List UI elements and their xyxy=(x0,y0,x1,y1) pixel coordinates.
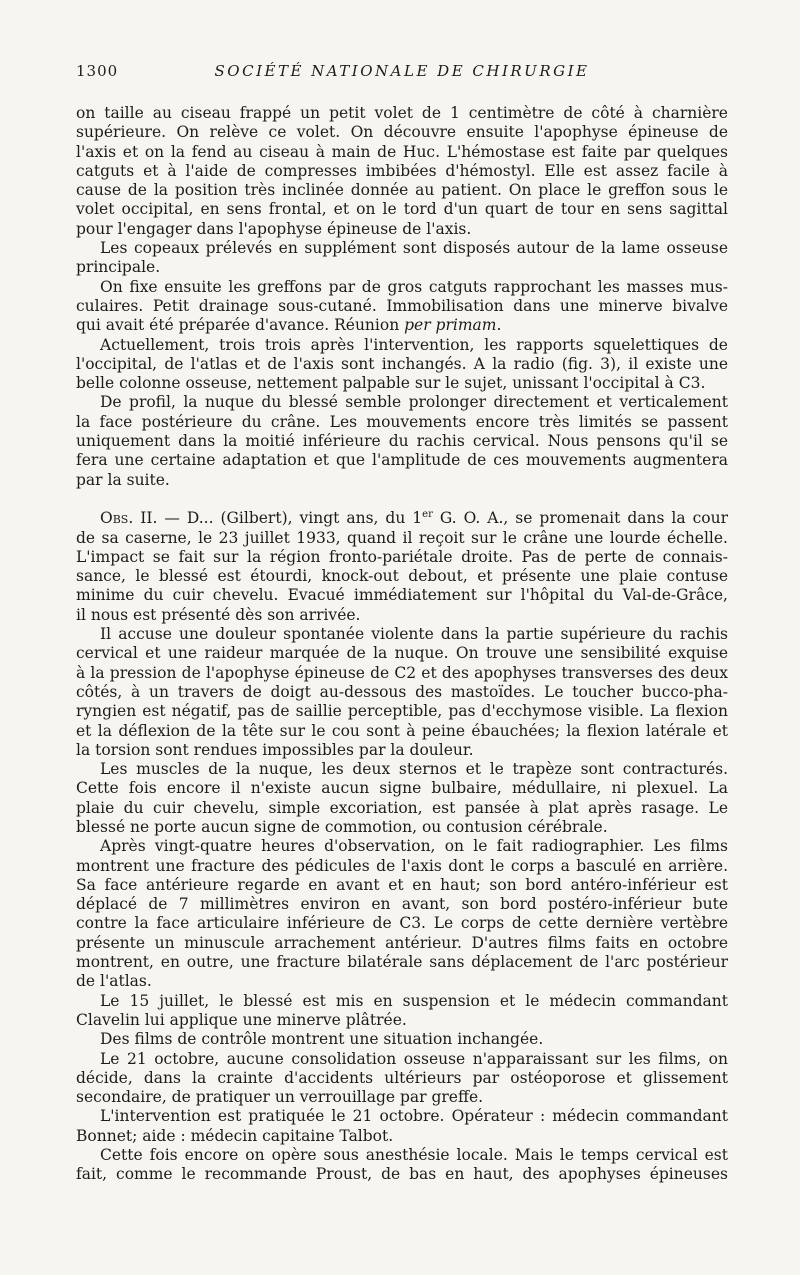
text-line: principale. xyxy=(76,258,161,277)
observation-label: Obs. II. xyxy=(100,509,158,528)
text-run: . xyxy=(496,316,502,335)
text-line: L'impact se fait sur la région fronto-pariétale droite. Pas de perte de connais- xyxy=(76,547,728,566)
paragraph xyxy=(76,760,728,837)
text-line: cervical et une raideur marquée de la nuque. On trouve une sensibilité exquise xyxy=(76,644,728,663)
text-line: Bonnet; aide : médecin capitaine Talbot. xyxy=(76,1126,394,1145)
text-line: de sa caserne, le 23 juillet 1933, quand il reçoit sur le crâne une lourde échelle. xyxy=(76,528,728,547)
text-line: contre la face articulaire inférieure de C3. Le corps de cette dernière vertèbre xyxy=(76,914,728,933)
text-line: supérieure. On relève ce volet. On découvre ensuite l'apophyse épineuse de xyxy=(76,123,728,142)
superscript: er xyxy=(422,509,433,521)
text-line xyxy=(76,316,728,335)
text-line: Sa face antérieure regarde en avant et en haut; son bord antéro-inférieur est xyxy=(76,875,728,894)
text-line xyxy=(76,509,728,528)
text-line: uniquement dans la moitié inférieure du rachis cervical. Nous pensons qu'il se xyxy=(76,432,728,451)
text-line: Cette fois encore il n'existe aucun signe bulbaire, médullaire, ni plexuel. La xyxy=(76,779,728,798)
text-line: Cette fois encore on opère sous anesthésie locale. Mais le temps cervical est xyxy=(100,1146,728,1165)
text-line: minime du cuir chevelu. Evacué immédiatement sur l'hôpital du Val-de-Grâce, xyxy=(76,586,728,605)
text-line: et la déflexion de la tête sur le cou sont à peine ébauchées; la flexion latérale et xyxy=(76,721,728,740)
paragraph xyxy=(76,104,728,239)
text-line: L'intervention est pratiquée le 21 octobre. Opérateur : médecin commandant xyxy=(100,1107,728,1126)
text-line: fait, comme le recommande Proust, de bas en haut, des apophyses épineuses xyxy=(76,1165,728,1184)
text-line: volet occipital, en sens frontal, et on le tord d'un quart de tour en sens sagittal xyxy=(76,200,728,219)
paragraph xyxy=(76,1030,728,1049)
text-line: l'axis et on la fend au ciseau à main de Huc. L'hémostase est faite par quelques xyxy=(76,142,728,161)
paragraph xyxy=(76,1107,728,1146)
text-line: la face postérieure du crâne. Les mouvements encore très limités se passent xyxy=(76,412,728,431)
text-line: cause de la position très inclinée donnée au patient. On place le greffon sous le xyxy=(76,181,728,200)
text-line: montrent une fracture des pédicules de l'axis dont le corps a basculé en arrière. xyxy=(76,856,728,875)
paragraph xyxy=(76,393,728,489)
text-line: Les copeaux prélevés en supplément sont disposés autour de la lame osseuse xyxy=(100,239,728,258)
text-run: G. O. A., se promenait dans la cour xyxy=(432,509,728,528)
paragraph xyxy=(76,837,728,991)
text-line: catguts et à l'aide de compresses imbibées d'hémostyl. Elle est assez facile à xyxy=(76,161,728,180)
article-body xyxy=(76,104,728,1185)
text-line: il nous est présenté dès son arrivée. xyxy=(76,605,361,624)
text-line: fera une certaine adaptation et que l'amplitude de ces mouvements augmentera xyxy=(76,451,728,470)
page-header xyxy=(76,62,728,86)
text-line: de l'atlas. xyxy=(76,972,152,991)
text-line: l'occipital, de l'atlas et de l'axis sont inchangés. A la radio (fig. 3), il existe une xyxy=(76,354,728,373)
text-run: qui avait été préparée d'avance. Réunion xyxy=(76,316,405,335)
text-line: Actuellement, trois trois après l'intervention, les rapports squelettiques de xyxy=(100,335,728,354)
text-line: Après vingt-quatre heures d'observation, on le fait radiographier. Les films xyxy=(100,837,728,856)
text-line: présente un minuscule arrachement antérieur. D'autres films faits en octobre xyxy=(76,933,728,952)
text-line: Le 21 octobre, aucune consolidation osseuse n'apparaissant sur les films, on xyxy=(100,1049,728,1068)
observation-paragraph xyxy=(76,509,728,625)
text-line: Il accuse une douleur spontanée violente dans la partie supérieure du rachis xyxy=(100,625,728,644)
text-line: Clavelin lui applique une minerve plâtrée. xyxy=(76,1010,407,1029)
text-line: culaires. Petit drainage sous-cutané. Immobilisation dans une minerve bivalve xyxy=(76,296,728,315)
text-line: sance, le blessé est étourdi, knock-out debout, et présente une plaie contuse xyxy=(76,567,728,586)
text-line: On fixe ensuite les greffons par de gros catguts rapprochant les masses mus- xyxy=(100,277,728,296)
paragraph-group-1 xyxy=(76,104,728,490)
text-run: — D... (Gilbert), vingt ans, du 1 xyxy=(157,509,423,528)
paragraph xyxy=(76,1146,728,1185)
paragraph xyxy=(76,278,728,336)
text-line: plaie du cuir chevelu, simple excoriation, est pansée à plat après rasage. Le xyxy=(76,798,728,817)
text-line: décide, dans la crainte d'accidents ultérieurs par ostéoporose et glissement xyxy=(76,1068,728,1087)
paragraph xyxy=(76,1050,728,1108)
text-line: secondaire, de pratiquer un verrouillage par greffe. xyxy=(76,1088,484,1107)
text-line: Le 15 juillet, le blessé est mis en suspension et le médecin commandant xyxy=(100,991,728,1010)
text-line: pour l'engager dans l'apophyse épineuse de l'axis. xyxy=(76,219,472,238)
italic-latin: per primam xyxy=(404,316,497,335)
text-line: blessé ne porte aucun signe de commotion, ou contusion cérébrale. xyxy=(76,817,608,836)
paragraph xyxy=(76,625,728,760)
text-line: côtés, à un travers de doigt au-dessous des mastoïdes. Le toucher bucco-pha- xyxy=(76,682,728,701)
text-line: Des films de contrôle montrent une situation inchangée. xyxy=(100,1030,544,1049)
text-line: à la pression de l'apophyse épineuse de C2 et des apophyses transverses des deux xyxy=(76,663,728,682)
text-line: Les muscles de la nuque, les deux sternos et le trapèze sont contracturés. xyxy=(100,760,728,779)
text-line: la torsion sont rendues impossibles par la douleur. xyxy=(76,740,474,759)
text-line: ryngien est négatif, pas de saillie perceptible, pas d'ecchymose visible. La flexion xyxy=(76,702,728,721)
text-line: on taille au ciseau frappé un petit volet de 1 centimètre de côté à charnière xyxy=(76,104,728,122)
paragraph xyxy=(76,336,728,394)
paragraph xyxy=(76,239,728,278)
text-line: montrent, en outre, une fracture bilatérale sans déplacement de l'arc postérieur xyxy=(76,953,728,972)
text-line: déplacé de 7 millimètres environ en avant, son bord postéro-inférieur bute xyxy=(76,895,728,914)
paragraph-group-2 xyxy=(76,625,728,1185)
text-line: belle colonne osseuse, nettement palpable sur le sujet, unissant l'occipital à C3. xyxy=(76,374,706,393)
paragraph xyxy=(76,992,728,1031)
text-line: De profil, la nuque du blessé semble prolonger directement et verticalement xyxy=(100,393,728,412)
running-title: SOCIÉTÉ NATIONALE DE CHIRURGIE xyxy=(214,62,590,80)
page-number: 1300 xyxy=(76,62,119,80)
text-line: par la suite. xyxy=(76,470,170,489)
